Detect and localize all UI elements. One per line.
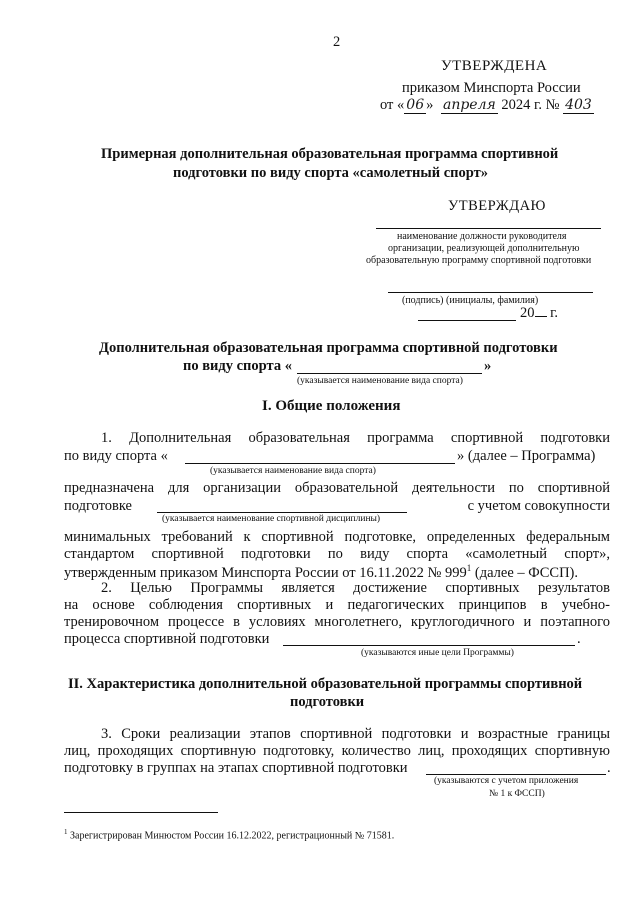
approval-title: УТВЕРЖДЕНА xyxy=(441,58,548,74)
p1-line4-end: с учетом совокупности xyxy=(467,498,610,514)
p1-line4-start: подготовке xyxy=(64,498,132,514)
year-end: г. xyxy=(550,305,559,321)
p2-line2: на основе соблюдения спортивных и педагогических принципов в учебно- xyxy=(64,597,610,613)
program-title-line2-end: » xyxy=(484,358,492,374)
footnote-ref: 1 xyxy=(466,563,472,573)
approve-note-1: наименование должности руководителя xyxy=(397,231,567,242)
signature-line xyxy=(388,292,593,293)
section1-heading: I. Общие положения xyxy=(262,398,401,414)
p1-line7 xyxy=(64,563,578,582)
p3-line3-end: . xyxy=(607,760,611,776)
p2-line4-start: процесса спортивной подготовки xyxy=(64,631,270,647)
p1-line2-end: » (далее – Программа) xyxy=(457,448,596,464)
program-title-note: (указывается наименование вида спорта) xyxy=(297,376,463,386)
p1-note1: (указывается наименование вида спорта) xyxy=(210,466,376,476)
program-title-line1: Дополнительная образовательная программа спортивной подготовки xyxy=(99,340,558,356)
p1-discipline-line xyxy=(157,512,407,513)
p1-line6: стандартом спортивной подготовки по виду спорта «самолетный спорт», xyxy=(64,546,610,562)
page-number: 2 xyxy=(333,34,341,50)
doc-title-line2: подготовки по виду спорта «самолетный спорт» xyxy=(173,165,488,181)
p3-note2: № 1 к ФССП) xyxy=(489,789,545,799)
date-prefix: от « xyxy=(380,97,405,113)
p1-line7-end: (далее – ФССП). xyxy=(471,564,578,581)
p1-line3: предназначена для организации образовательной деятельности по спортивной xyxy=(64,480,610,496)
approval-order: приказом Минспорта России xyxy=(402,80,581,96)
footnote-text: Зарегистрирован Минюстом России 16.12.2022, регистрационный № 71581. xyxy=(67,830,395,842)
handwritten-day: 06 xyxy=(406,97,425,113)
p3-ages-line xyxy=(426,774,606,775)
date-line xyxy=(418,320,516,321)
p2-line1: 2. Целью Программы является достижение спортивных результатов xyxy=(101,580,610,596)
footnote xyxy=(64,828,394,841)
p3-note1: (указываются с учетом приложения xyxy=(434,776,579,786)
p1-sport-line xyxy=(185,463,455,464)
program-title-line2-start: по виду спорта « xyxy=(183,358,292,374)
p3-line3-start: подготовку в группах на этапах спортивной подготовки xyxy=(64,760,408,776)
p1-line7-text: утвержденным приказом Минспорта России от 16.11.2022 № 999 xyxy=(64,564,467,581)
signature-note: (подпись) (инициалы, фамилия) xyxy=(402,295,539,306)
p1-line1: 1. Дополнительная образовательная программа спортивной подготовки xyxy=(101,430,610,446)
p2-goals-line xyxy=(283,645,575,646)
handwritten-number: 403 xyxy=(565,97,592,113)
section2-heading-line1: II. Характеристика дополнительной образовательной программы спортивной xyxy=(68,676,583,692)
footnote-separator xyxy=(64,812,218,813)
p3-line2: лиц, проходящих спортивную подготовку, количество лиц, проходящих спортивную xyxy=(64,743,610,759)
p2-line3: тренировочном процессе в условиях многолетнего, круглогодичного и поэтапного xyxy=(64,614,610,630)
approve-note-3: образовательную программу спортивной подготовки xyxy=(366,255,592,266)
year-blank xyxy=(535,316,547,317)
approve-note-2: организации, реализующей дополнительную xyxy=(388,243,580,254)
handwritten-month: апреля xyxy=(442,97,496,113)
p1-line5: минимальных требований к спортивной подготовке, определенных федеральным xyxy=(64,529,610,545)
p2-note: (указываются иные цели Программы) xyxy=(361,648,514,658)
sport-name-line xyxy=(297,373,482,374)
p3-line1: 3. Сроки реализации этапов спортивной подготовки и возрастные границы xyxy=(101,726,610,742)
p1-line2-start: по виду спорта « xyxy=(64,448,168,464)
date-mid: » xyxy=(426,97,434,113)
year-prefix: 20 xyxy=(520,305,535,321)
p1-note2: (указывается наименование спортивной дисциплины) xyxy=(162,514,381,524)
year-20 xyxy=(520,305,558,322)
footnote-mark: 1 xyxy=(64,828,68,836)
position-line xyxy=(376,228,601,229)
approval-date xyxy=(380,97,594,114)
p2-line4-end: . xyxy=(577,631,581,647)
approve-title: УТВЕРЖДАЮ xyxy=(448,198,546,214)
doc-title-line1: Примерная дополнительная образовательная программа спортивной xyxy=(101,146,559,162)
section2-heading-line2: подготовки xyxy=(290,694,365,710)
date-year: 2024 г. № xyxy=(501,97,560,113)
